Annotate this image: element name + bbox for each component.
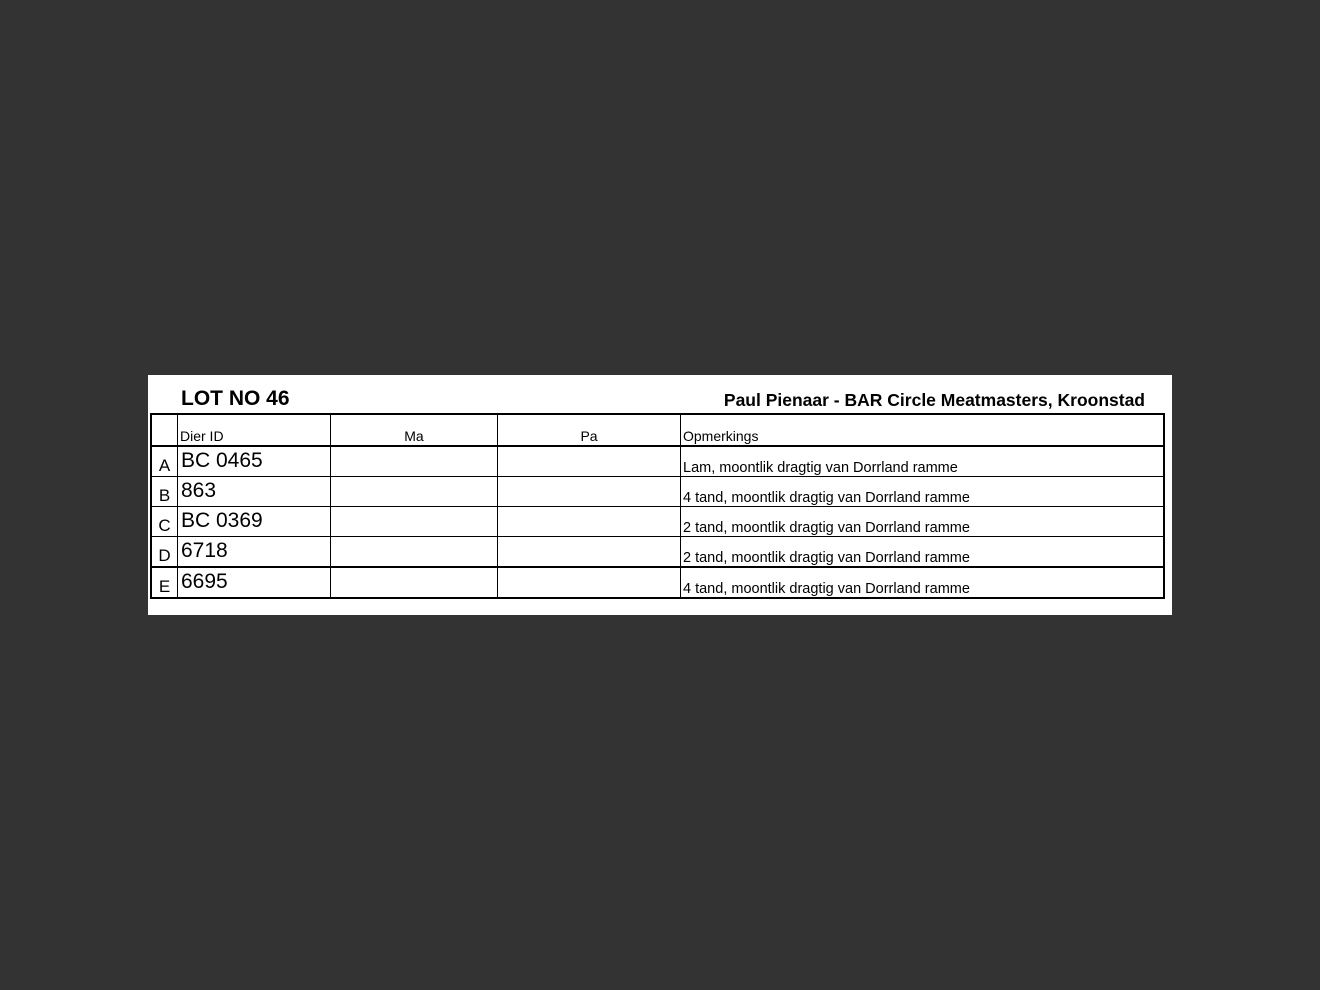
lot-title: LOT NO 46: [181, 387, 290, 410]
pa-cell: [498, 507, 681, 537]
lot-sheet: [148, 375, 1172, 615]
notes-cell: 2 tand, moontlik dragtig van Dorrland ramme: [681, 507, 1165, 537]
table-row: [151, 507, 1164, 537]
table-header-row: [151, 414, 1164, 446]
ma-cell: [331, 477, 498, 507]
notes-cell: 4 tand, moontlik dragtig van Dorrland ramme: [681, 477, 1165, 507]
table-row: [151, 537, 1164, 568]
notes-cell: Lam, moontlik dragtig van Dorrland ramme: [681, 446, 1165, 477]
row-letter: B: [151, 477, 178, 507]
header-letter: [151, 414, 178, 446]
row-letter: C: [151, 507, 178, 537]
notes-cell: 4 tand, moontlik dragtig van Dorrland ramme: [681, 567, 1165, 598]
seller-name: Paul Pienaar - BAR Circle Meatmasters, Kroonstad: [723, 390, 1145, 410]
header-ma: Ma: [331, 414, 498, 446]
pa-cell: [498, 567, 681, 598]
row-letter: A: [151, 446, 178, 477]
ma-cell: [331, 507, 498, 537]
header-pa: Pa: [498, 414, 681, 446]
row-letter: E: [151, 567, 178, 598]
animal-id: 6695: [178, 567, 331, 598]
table-row: [151, 567, 1164, 598]
ma-cell: [331, 567, 498, 598]
pa-cell: [498, 537, 681, 568]
pa-cell: [498, 477, 681, 507]
header-opmerkings: Opmerkings: [681, 414, 1165, 446]
table-row: [151, 446, 1164, 477]
animal-id: BC 0465: [178, 446, 331, 477]
table-row: [151, 477, 1164, 507]
lot-table: [150, 413, 1165, 599]
animal-id: BC 0369: [178, 507, 331, 537]
row-letter: D: [151, 537, 178, 568]
animal-id: 863: [178, 477, 331, 507]
animal-id: 6718: [178, 537, 331, 568]
pa-cell: [498, 446, 681, 477]
ma-cell: [331, 446, 498, 477]
notes-cell: 2 tand, moontlik dragtig van Dorrland ramme: [681, 537, 1165, 568]
ma-cell: [331, 537, 498, 568]
header-dier-id: Dier ID: [178, 414, 331, 446]
